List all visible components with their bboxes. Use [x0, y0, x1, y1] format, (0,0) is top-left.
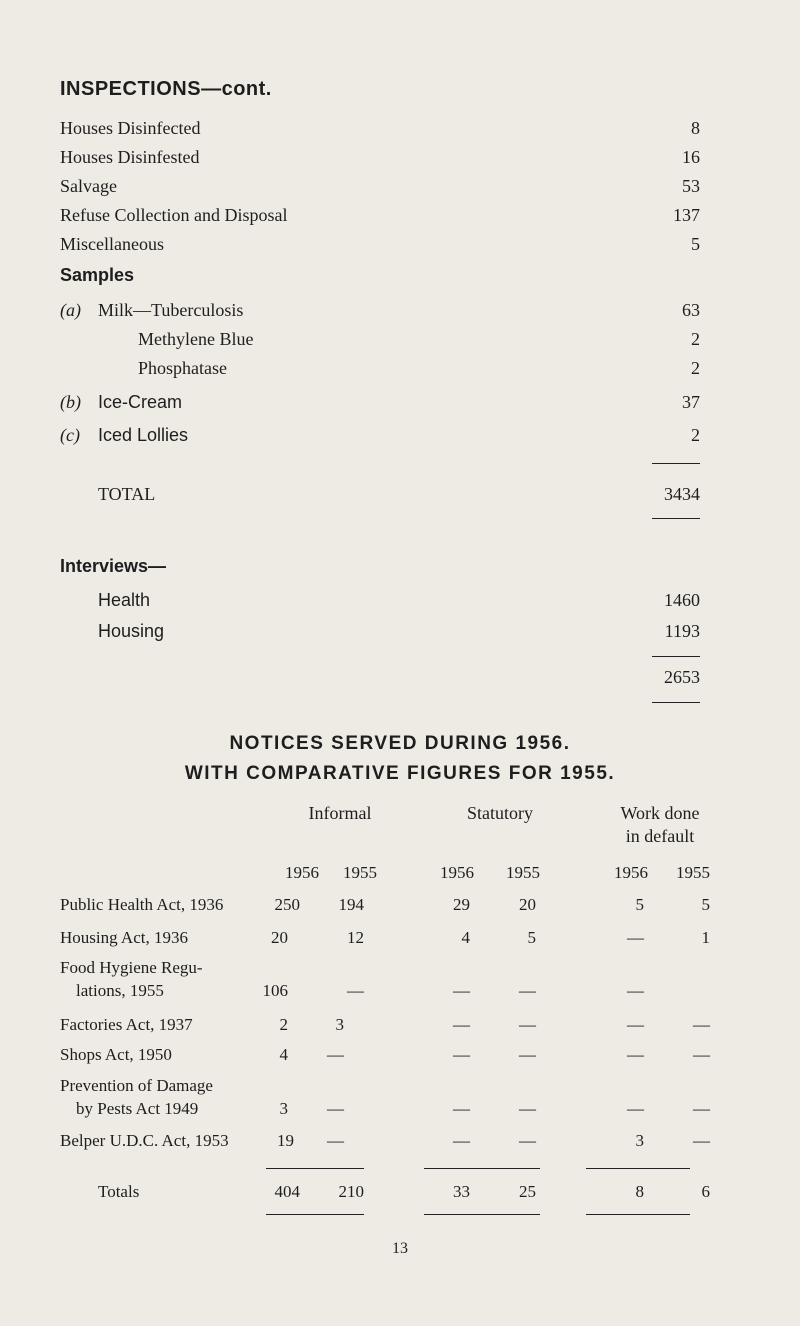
totals-cell: 404 [274, 1182, 300, 1201]
group-header-statutory: Statutory [467, 803, 533, 823]
sample-label: Milk—Tuberculosis [98, 300, 244, 320]
sum-rule [652, 656, 700, 657]
totals-rule [586, 1168, 690, 1169]
notice-cell: — [519, 1099, 536, 1118]
notice-row-label: Prevention of Damage [60, 1076, 213, 1095]
sample-label: Ice-Cream [98, 392, 183, 412]
notice-cell: 194 [338, 895, 364, 914]
inspection-label: Houses Disinfected [60, 118, 201, 138]
totals-rule [266, 1168, 364, 1169]
notice-cell: 29 [453, 895, 470, 914]
notice-cell: 12 [347, 928, 364, 947]
inspection-value: 8 [691, 118, 700, 138]
group-header-in-default: in default [625, 826, 695, 846]
sum-rule [652, 463, 700, 464]
notices-title: NOTICES SERVED DURING 1956. [229, 733, 571, 754]
notice-cell: — [453, 1015, 470, 1034]
notice-cell: — [453, 1045, 470, 1064]
notice-cell: 1 [701, 928, 710, 947]
notice-cell: — [327, 1131, 344, 1150]
totals-cell: 8 [635, 1182, 644, 1201]
notice-cell: 250 [274, 895, 300, 914]
inspection-label: Salvage [60, 176, 117, 196]
notice-cell: 19 [277, 1131, 294, 1150]
inspection-label: Miscellaneous [60, 234, 164, 254]
notice-cell: — [453, 1099, 470, 1118]
notice-cell: 106 [262, 981, 288, 1000]
year-header: 1955 [506, 863, 540, 882]
notice-row-label-cont: by Pests Act 1949 [76, 1099, 199, 1118]
notice-cell: — [519, 1045, 536, 1064]
group-header-work-done: Work done [620, 803, 700, 823]
interviews-heading: Interviews— [60, 556, 167, 576]
page-number: 13 [392, 1240, 408, 1257]
notice-cell: — [693, 1131, 710, 1150]
interview-label: Health [98, 590, 151, 610]
notice-cell: 3 [635, 1131, 644, 1150]
notice-cell: — [627, 1045, 644, 1064]
notice-row-label: Belper U.D.C. Act, 1953 [60, 1131, 229, 1150]
notices-subtitle: WITH COMPARATIVE FIGURES FOR 1955. [184, 763, 616, 784]
sample-value: 2 [691, 358, 700, 378]
notice-row-label: Shops Act, 1950 [60, 1045, 172, 1064]
notice-cell: — [627, 1015, 644, 1034]
notice-cell: 3 [279, 1099, 288, 1118]
notice-cell: 20 [271, 928, 288, 947]
notice-cell: 20 [519, 895, 536, 914]
sum-rule [652, 702, 700, 703]
page-heading: INSPECTIONS—cont. [60, 78, 272, 100]
year-header: 1955 [343, 863, 377, 882]
notice-row-label: Public Health Act, 1936 [60, 895, 224, 914]
totals-rule [586, 1214, 690, 1215]
notice-cell: — [327, 1099, 344, 1118]
notice-cell: 5 [635, 895, 644, 914]
sample-label: Methylene Blue [138, 329, 254, 349]
notice-row-label-cont: lations, 1955 [76, 981, 164, 1000]
totals-rule [424, 1214, 540, 1215]
totals-rule [424, 1168, 540, 1169]
notice-cell: — [627, 928, 644, 947]
group-header-informal: Informal [308, 803, 372, 823]
totals-cell: 33 [453, 1182, 470, 1201]
inspection-value: 53 [682, 176, 700, 196]
notice-cell: — [693, 1099, 710, 1118]
totals-rule [266, 1214, 364, 1215]
notice-cell: — [519, 981, 536, 1000]
sample-value: 2 [691, 425, 700, 445]
notice-cell: — [627, 1099, 644, 1118]
sample-value: 37 [682, 392, 700, 412]
notice-row-label: Food Hygiene Regu- [60, 958, 203, 977]
notice-cell: — [519, 1131, 536, 1150]
sample-marker: (b) [60, 392, 81, 412]
notice-row-label: Housing Act, 1936 [60, 928, 188, 947]
total-value: 3434 [664, 484, 700, 504]
notice-cell: — [627, 981, 644, 1000]
totals-cell: 25 [519, 1182, 536, 1201]
total-label: TOTAL [98, 484, 156, 504]
totals-cell: 6 [701, 1182, 710, 1201]
inspection-label: Refuse Collection and Disposal [60, 205, 288, 225]
notice-cell: — [453, 981, 470, 1000]
notice-cell: — [327, 1045, 344, 1064]
sample-value: 63 [682, 300, 700, 320]
year-header: 1956 [285, 863, 319, 882]
sample-value: 2 [691, 329, 700, 349]
totals-cell: 210 [338, 1182, 364, 1201]
notice-cell: — [453, 1131, 470, 1150]
notice-cell: 3 [335, 1015, 344, 1034]
interview-label: Housing [98, 621, 165, 641]
sample-label: Phosphatase [138, 358, 227, 378]
samples-heading: Samples [60, 265, 135, 285]
year-header: 1956 [614, 863, 648, 882]
notice-cell: — [693, 1015, 710, 1034]
interview-sum: 2653 [664, 667, 700, 687]
inspection-label: Houses Disinfested [60, 147, 200, 167]
notice-cell: — [693, 1045, 710, 1064]
inspection-value: 16 [682, 147, 700, 167]
year-header: 1955 [676, 863, 710, 882]
sample-label: Iced Lollies [98, 425, 189, 445]
notice-row-label: Factories Act, 1937 [60, 1015, 193, 1034]
year-header: 1956 [440, 863, 474, 882]
notice-cell: 2 [279, 1015, 288, 1034]
notice-cell: — [347, 981, 364, 1000]
interview-value: 1460 [664, 590, 700, 610]
notice-cell: 4 [461, 928, 470, 947]
interview-value: 1193 [664, 621, 700, 641]
sample-marker: (a) [60, 300, 81, 320]
sum-rule [652, 518, 700, 519]
notice-cell: — [519, 1015, 536, 1034]
totals-label: Totals [98, 1182, 140, 1201]
notice-cell: 5 [701, 895, 710, 914]
notice-cell: 4 [279, 1045, 288, 1064]
inspection-value: 137 [673, 205, 700, 225]
sample-marker: (c) [60, 425, 80, 445]
inspection-value: 5 [691, 234, 700, 254]
notice-cell: 5 [527, 928, 536, 947]
